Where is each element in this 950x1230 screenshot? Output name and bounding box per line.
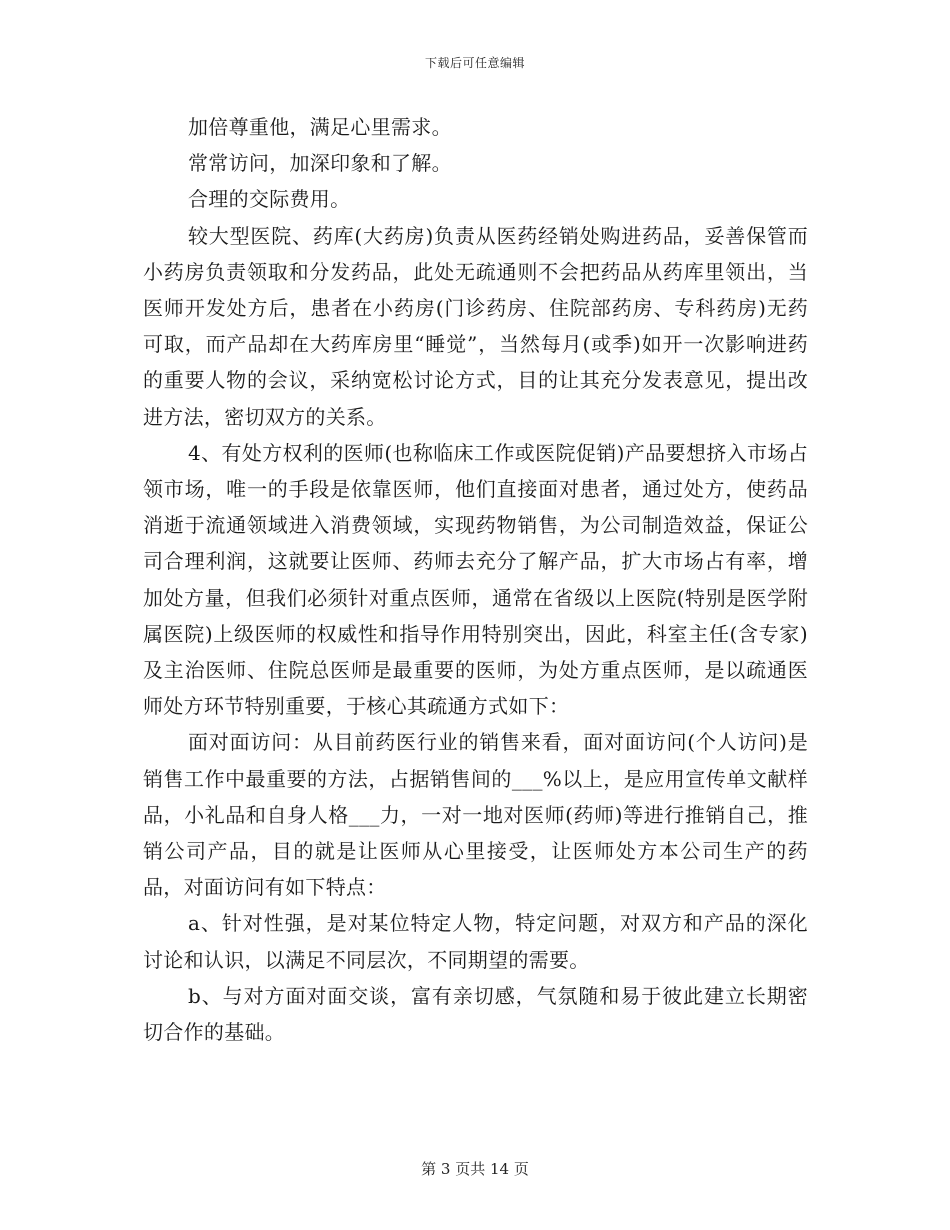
page-header: 下载后可任意编辑 [424, 56, 525, 70]
paragraph: 较大型医院、药库(大药房)负责从医药经销处购进药品，妥善保管而小药房负责领取和分发药品，此处无疏通则不会把药品从药库里领出，当医师开发处方后，患者在小药房(门诊药房、住院部药房、专科药房)无药可取，而产品却在大药库房里“睡觉”，当然每月(或季)如开一次影响进药的重要人物的会议，采纳宽松讨论方式，目的让其充分发表意见，提出改进方法，密切双方的关系。 [143, 223, 808, 429]
paragraph: 4、有处方权利的医师(也称临床工作或医院促销)产品要想挤入市场占领市场，唯一的手段是依靠医师，他们直接面对患者，通过处方，使药品消逝于流通领域进入消费领域，实现药物销售，为公司制造效益，保证公司合理利润，这就要让医师、药师去充分了解产品，扩大市场占有率，增加处方量，但我们必须针对重点医师，通常在省级以上医院(特别是医学附属医院)上级医师的权威性和指导作用特别突出，因此，科室主任(含专家)及主治医师、住院总医师是最重要的医师，为处方重点医师，是以疏通医师处方环节特别重要，于核心其疏通方式如下： [143, 440, 808, 719]
page-number-footer: 第 3 页共 14 页 [421, 1160, 529, 1178]
paragraph: 加倍尊重他，满足心里需求。 [188, 115, 452, 139]
paragraph: b、与对方面对面交谈，富有亲切感，气氛随和易于彼此建立长期密切合作的基础。 [143, 983, 808, 1045]
paragraph: 常常访问，加深印象和了解。 [188, 151, 452, 176]
document-body [143, 109, 808, 1050]
paragraph: a、针对性强，是对某位特定人物，特定问题，对双方和产品的深化讨论和认识，以满足不同层次，不同期望的需要。 [143, 911, 808, 972]
paragraph: 面对面访问：从目前药医行业的销售来看，面对面访问(个人访问)是销售工作中最重要的方法，占据销售间的___%以上，是应用宣传单文献样品，小礼品和自身人格___力，一对一地对医师(药师)等进行推销自己，推销公司产品，目的就是让医师从心里接受，让医师处方本公司生产的药品，对面访问有如下特点： [143, 730, 808, 900]
paragraph: 合理的交际费用。 [188, 187, 351, 212]
